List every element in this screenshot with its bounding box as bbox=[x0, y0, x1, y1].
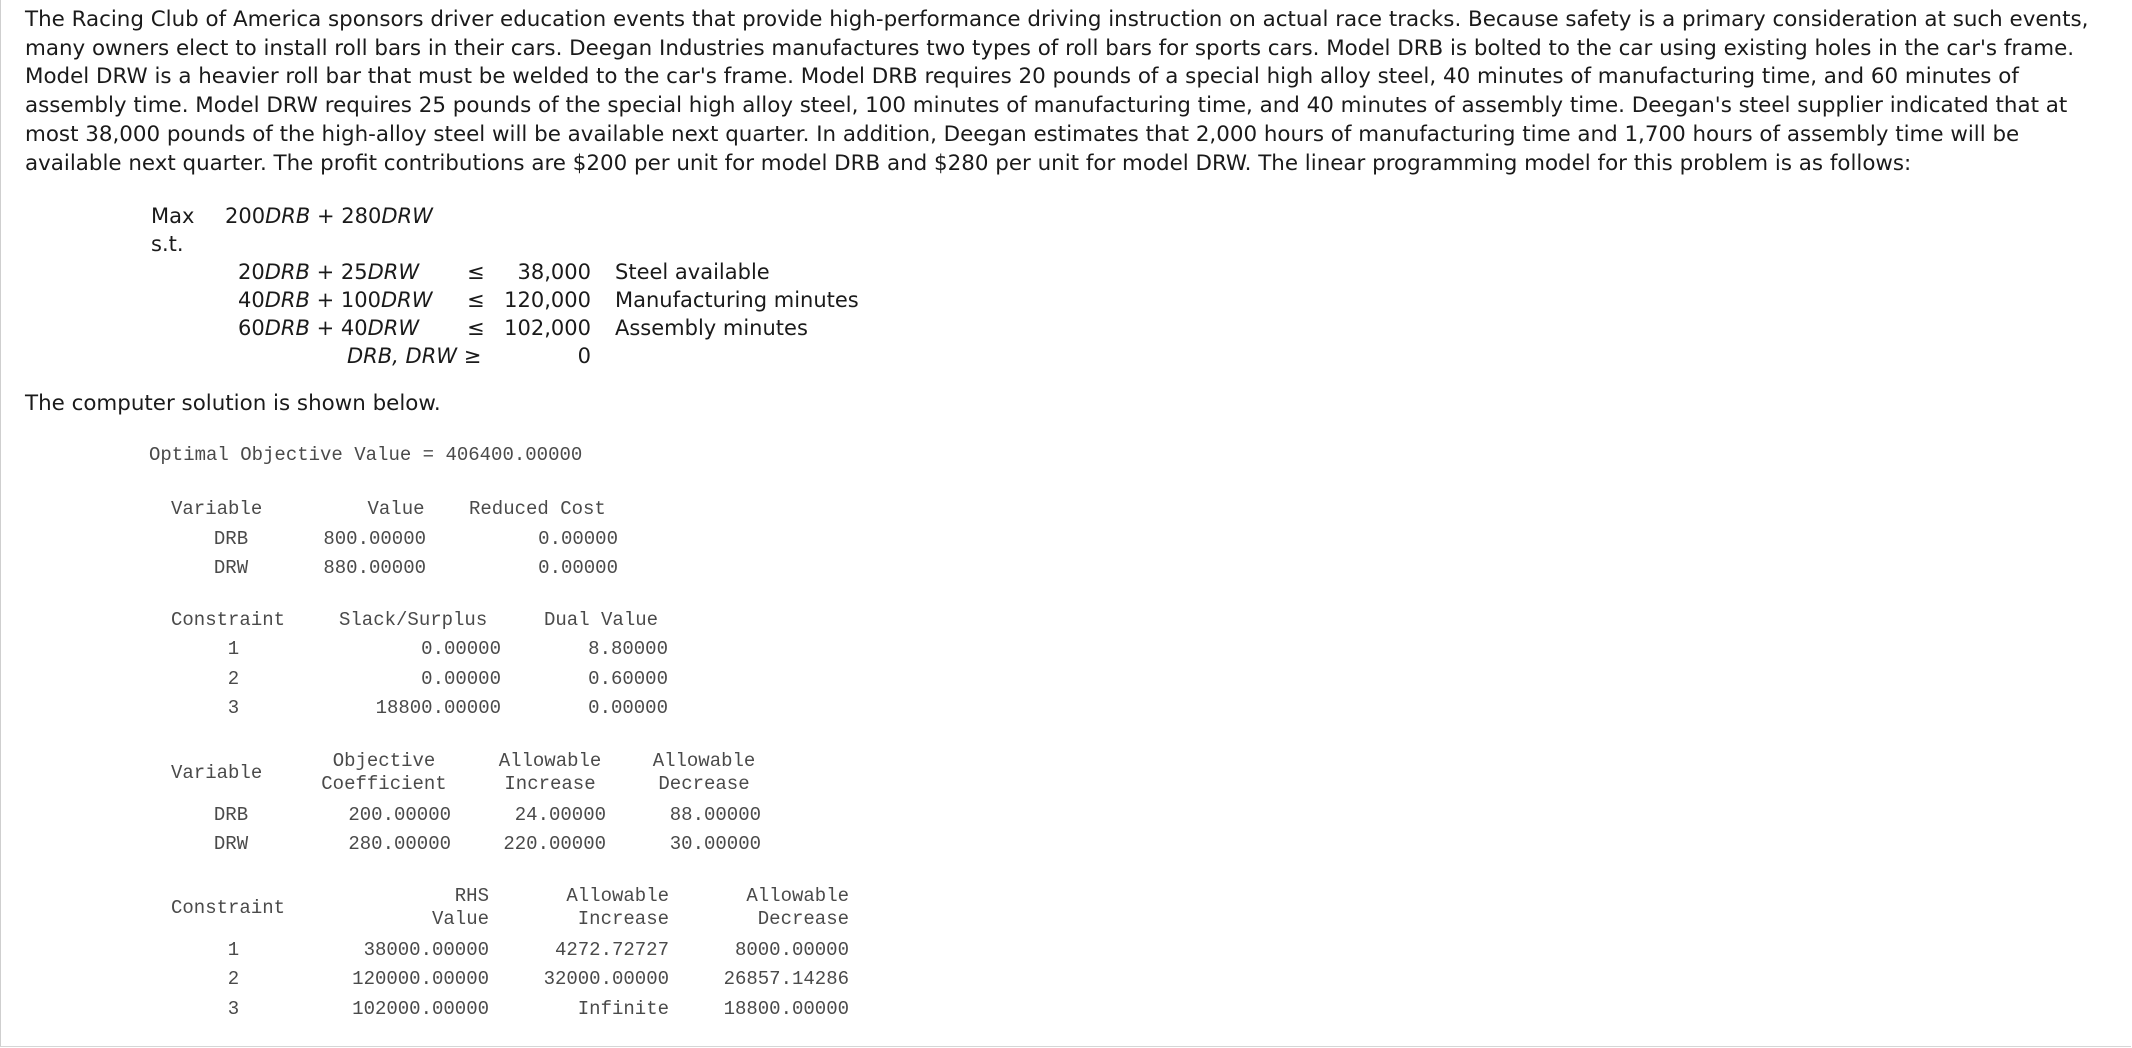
constraints-header-constraint: Constraint bbox=[171, 609, 286, 631]
nonneg-rhs: 0 bbox=[577, 344, 591, 368]
table-row-cell: 0.60000 bbox=[588, 668, 668, 690]
relation-symbol: ≤ bbox=[467, 316, 485, 340]
ranging-header-objective-coefficient: Objective Coefficient bbox=[321, 750, 447, 795]
constraint-rhs: 102,000 bbox=[504, 316, 591, 340]
constraint-rhs: 38,000 bbox=[517, 260, 591, 284]
table-row-cell: 200.00000 bbox=[348, 804, 451, 826]
table-row-cell: DRW bbox=[213, 833, 249, 855]
constraint-description: Assembly minutes bbox=[615, 316, 808, 340]
ranging-header-variable: Variable bbox=[171, 762, 263, 784]
constraint-description: Manufacturing minutes bbox=[615, 288, 859, 312]
table-row-cell: Infinite bbox=[577, 998, 669, 1020]
constraint-expression: 40DRB + 100DRW bbox=[238, 288, 433, 312]
nonneg-vars: DRB, DRW ≥ bbox=[347, 344, 482, 368]
rhs-header-constraint: Constraint bbox=[171, 897, 286, 919]
table-row-cell: DRB bbox=[213, 804, 249, 826]
rhs-header-allowable-increase: Allowable Increase bbox=[566, 885, 669, 930]
relation-symbol: ≤ bbox=[467, 260, 485, 284]
table-row-cell: 102000.00000 bbox=[352, 998, 489, 1020]
variables-header-reduced-cost: Reduced Cost bbox=[469, 498, 606, 520]
table-row-cell: DRB bbox=[213, 528, 249, 550]
table-row-cell: 800.00000 bbox=[323, 528, 426, 550]
rhs-header-allowable-decrease: Allowable Decrease bbox=[746, 885, 849, 930]
constraint-description: Steel available bbox=[615, 260, 770, 284]
table-row-cell: 30.00000 bbox=[669, 833, 761, 855]
table-row-cell: 220.00000 bbox=[503, 833, 606, 855]
table-row-cell: 4272.72727 bbox=[554, 939, 669, 961]
optimal-objective-value: Optimal Objective Value = 406400.00000 bbox=[149, 444, 583, 466]
problem-statement: The Racing Club of America sponsors driver education events that provide high-performance driving instruction on actual race tracks. Because safety is a primary consideration at such events, many owners elect to install roll bars in their cars. Deegan Industries manufactures two types of roll bars for sports cars. Model DRB is bolted to the car using existing holes in the car's frame. Model DRW is a heavier roll bar that must be welded to the car's frame. Model DRB requires 20 pounds of a special high alloy steel, 40 minutes of manufacturing time, and 60 minutes of assembly time. Model DRW requires 25 pounds of the special high alloy steel, 100 minutes of manufacturing time, and 40 minutes of assembly time. Deegan's steel supplier indicated that at most 38,000 pounds of the high-alloy steel will be available next quarter. In addition, Deegan estimates that 2,000 hours of manufacturing time and 1,700 hours of assembly time will be available next quarter. The profit contributions are $200 per unit for model DRB and $280 per unit for model DRW. The linear programming model for this problem is as follows: bbox=[25, 7, 2089, 176]
table-row-cell: 1 bbox=[227, 638, 240, 660]
constraints-header-slack: Slack/Surplus bbox=[339, 609, 488, 631]
constraint-rhs: 120,000 bbox=[504, 288, 591, 312]
table-row-cell: 280.00000 bbox=[348, 833, 451, 855]
table-row-cell: 18800.00000 bbox=[375, 697, 501, 719]
table-row-cell: 120000.00000 bbox=[352, 968, 489, 990]
table-row-cell: 1 bbox=[227, 939, 240, 961]
table-row-cell: 38000.00000 bbox=[363, 939, 489, 961]
table-row-cell: 24.00000 bbox=[514, 804, 606, 826]
table-row-cell: 0.00000 bbox=[421, 668, 501, 690]
table-row-cell: 0.00000 bbox=[538, 528, 618, 550]
max-label: Max bbox=[151, 204, 195, 228]
table-row-cell: 8000.00000 bbox=[734, 939, 849, 961]
table-row-cell: 880.00000 bbox=[323, 557, 426, 579]
table-row-cell: 18800.00000 bbox=[723, 998, 849, 1020]
st-label: s.t. bbox=[151, 232, 184, 256]
ranging-header-allowable-increase: Allowable Increase bbox=[498, 750, 602, 795]
constraint-expression: 20DRB + 25DRW bbox=[238, 260, 420, 284]
table-row-cell: 0.00000 bbox=[588, 697, 668, 719]
solution-intro: The computer solution is shown below. bbox=[25, 391, 441, 416]
rhs-header-rhs-value: RHS Value bbox=[431, 885, 489, 930]
table-row-cell: 2 bbox=[227, 968, 240, 990]
objective-expression: 200DRB + 280DRW bbox=[225, 204, 433, 228]
table-row-cell: 3 bbox=[227, 998, 240, 1020]
constraints-header-dual: Dual Value bbox=[544, 609, 659, 631]
table-row-cell: 32000.00000 bbox=[543, 968, 669, 990]
variables-header-variable: Variable bbox=[171, 498, 263, 520]
table-row-cell: 2 bbox=[227, 668, 240, 690]
table-row-cell: 0.00000 bbox=[538, 557, 618, 579]
table-row-cell: 8.80000 bbox=[588, 638, 668, 660]
constraint-expression: 60DRB + 40DRW bbox=[238, 316, 420, 340]
variables-header-value: Value bbox=[367, 498, 425, 520]
table-row-cell: 88.00000 bbox=[669, 804, 761, 826]
relation-symbol: ≤ bbox=[467, 288, 485, 312]
table-row-cell: 26857.14286 bbox=[723, 968, 849, 990]
table-row-cell: 0.00000 bbox=[421, 638, 501, 660]
table-row-cell: DRW bbox=[213, 557, 249, 579]
table-row-cell: 3 bbox=[227, 697, 240, 719]
ranging-header-allowable-decrease: Allowable Decrease bbox=[652, 750, 756, 795]
